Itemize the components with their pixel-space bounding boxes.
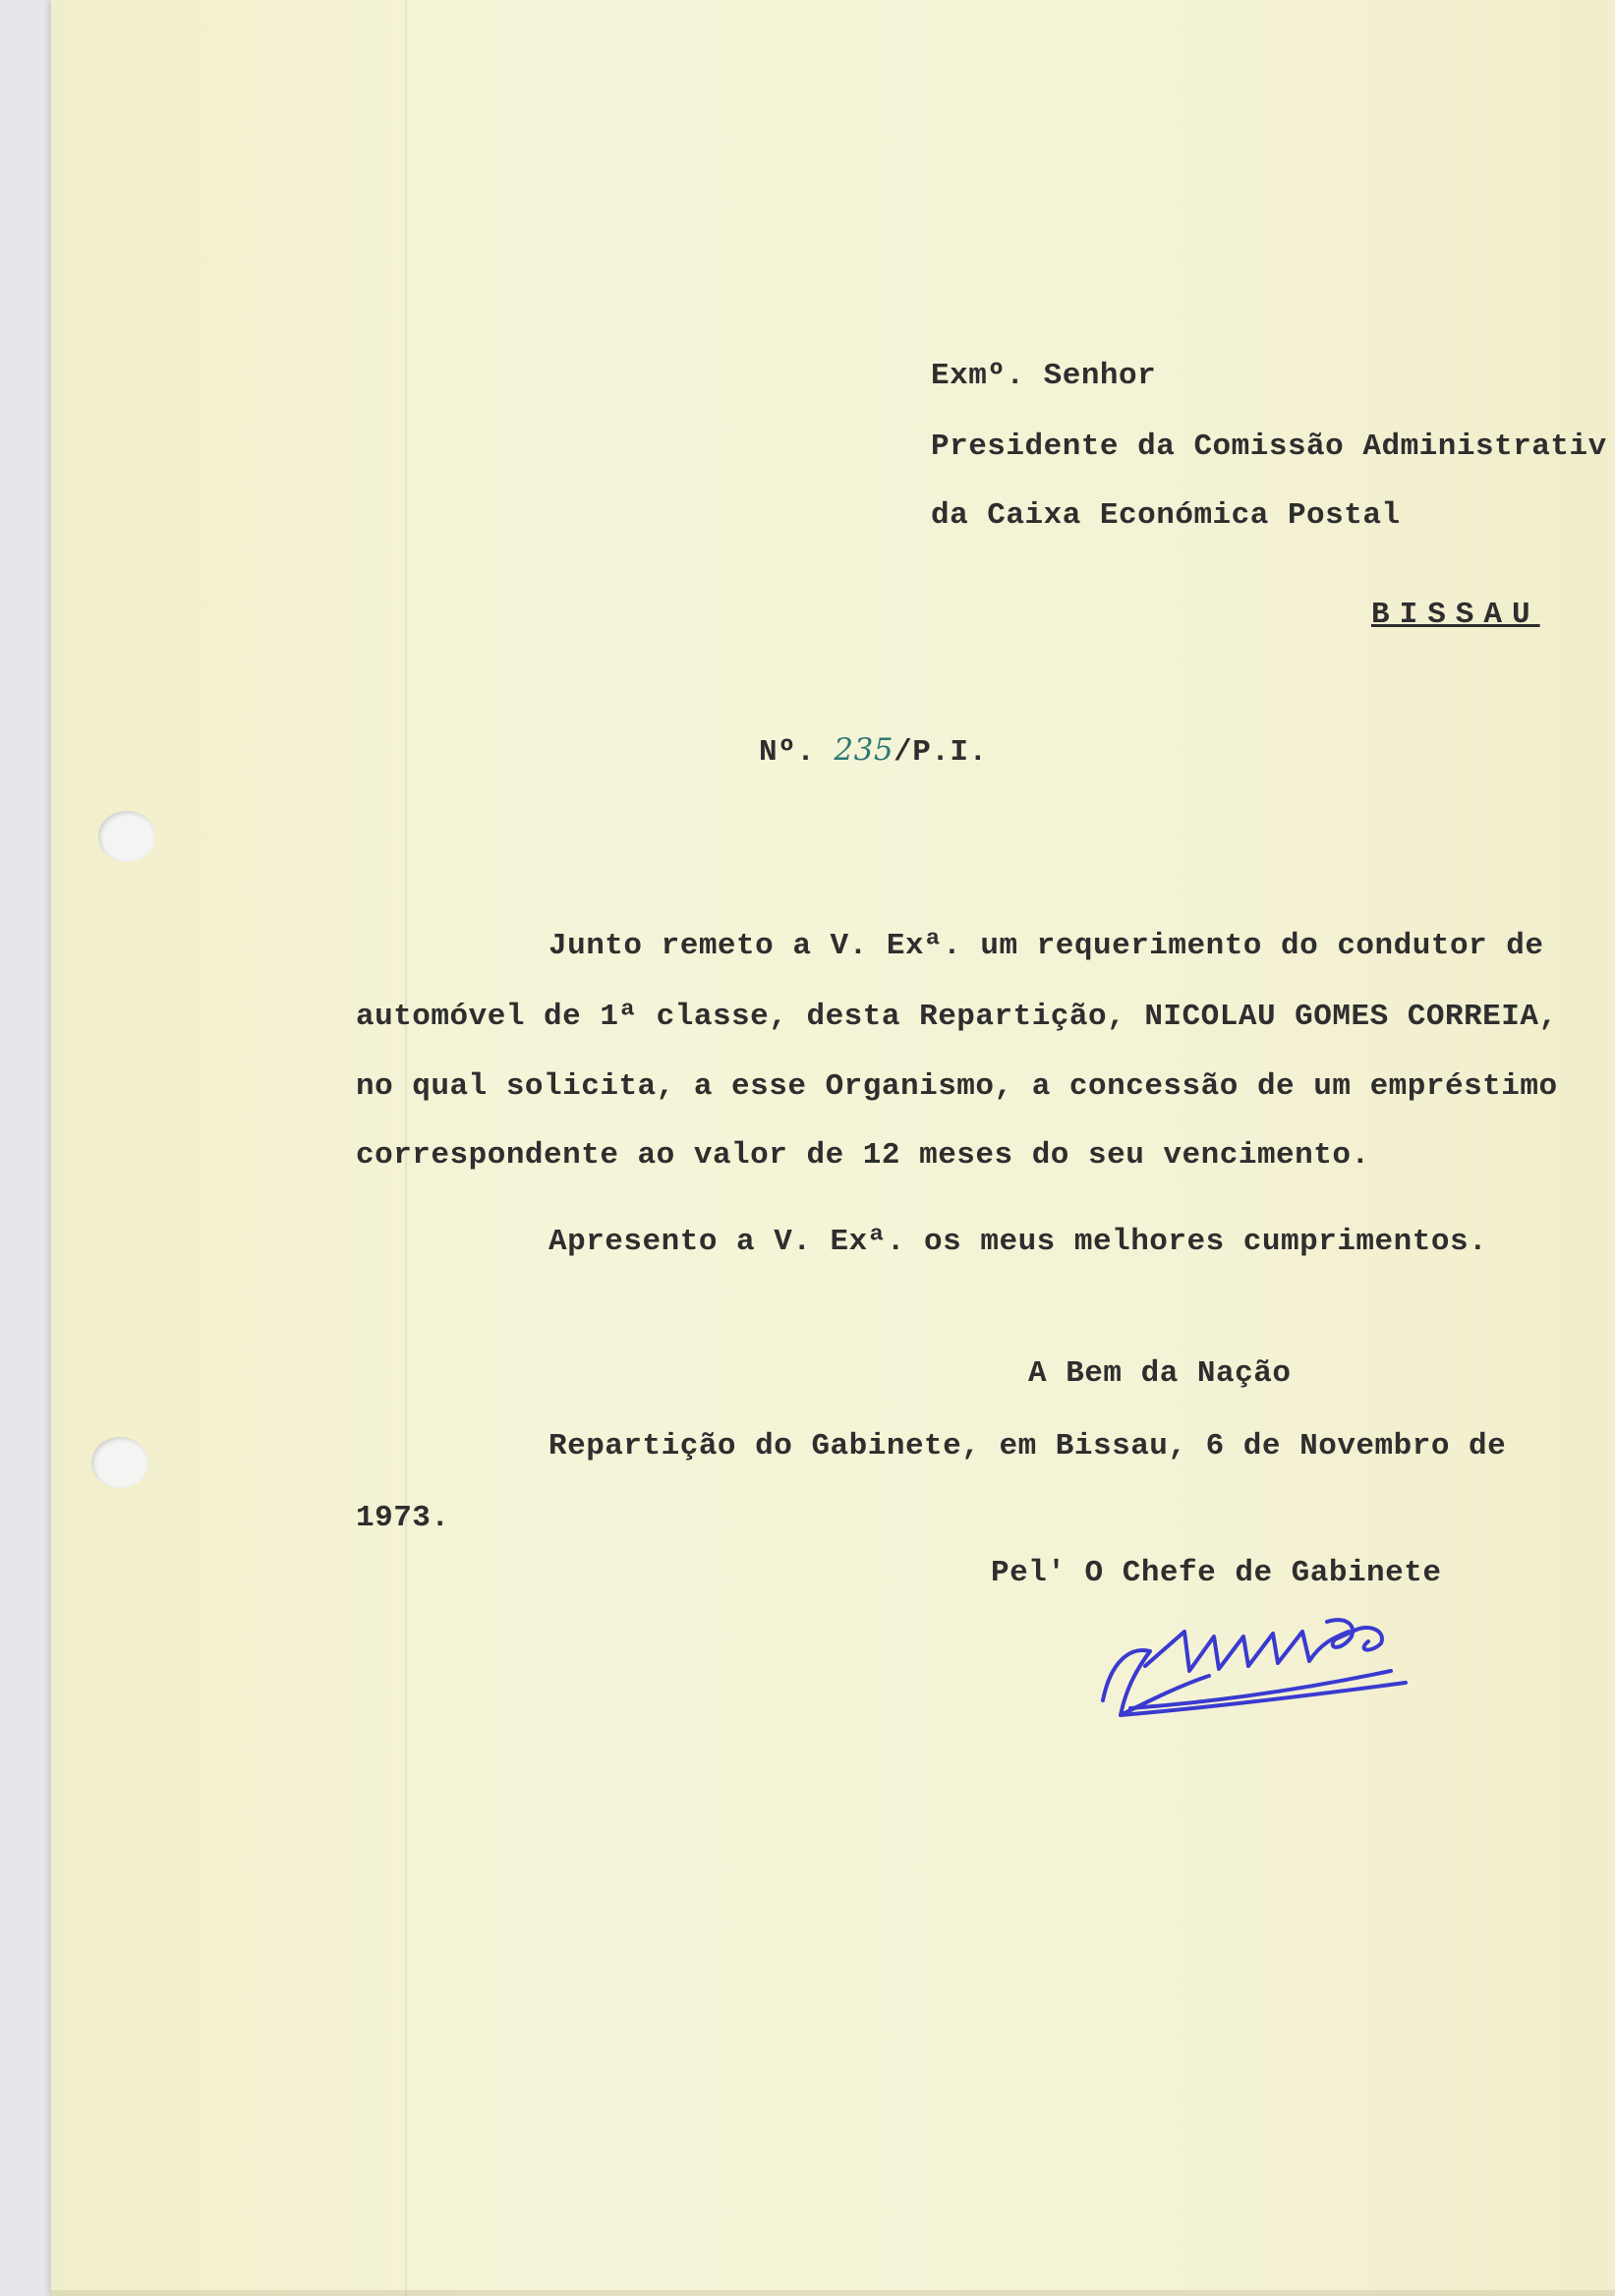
signatory-title: Pel' O Chefe de Gabinete <box>991 1556 1442 1590</box>
place-date-line: Repartição do Gabinete, em Bissau, 6 de Novembro de <box>548 1429 1507 1464</box>
motto: A Bem da Nação <box>1028 1356 1292 1391</box>
punch-hole-lower <box>91 1437 148 1488</box>
recipient-city: BISSAU <box>1371 598 1540 632</box>
recipient-institution: da Caixa Económica Postal <box>931 498 1401 533</box>
paper-bottom-edge <box>51 2290 1615 2296</box>
signature <box>1091 1592 1415 1740</box>
closing-line: Apresento a V. Exª. os meus melhores cumprimentos. <box>548 1225 1488 1259</box>
handwritten-number: 235 <box>834 732 894 768</box>
body-line-2: automóvel de 1ª classe, desta Repartição, NICOLAU GOMES CORREIA, <box>356 1000 1558 1034</box>
body-line-1: Junto remeto a V. Exª. um requerimento do condutor de <box>548 929 1544 963</box>
body-line-4: correspondente ao valor de 12 meses do seu vencimento. <box>356 1138 1370 1173</box>
recipient-salutation: Exmº. Senhor <box>931 359 1157 393</box>
punch-hole-upper <box>98 811 155 862</box>
reference-suffix: /P.I. <box>894 735 988 770</box>
recipient-title: Presidente da Comissão Administrativ <box>931 430 1607 464</box>
reference-prefix: Nº. <box>759 735 816 770</box>
body-line-3: no qual solicita, a esse Organismo, a concessão de um empréstimo <box>356 1069 1558 1104</box>
reference-number <box>759 732 988 770</box>
date-year: 1973. <box>356 1501 450 1535</box>
